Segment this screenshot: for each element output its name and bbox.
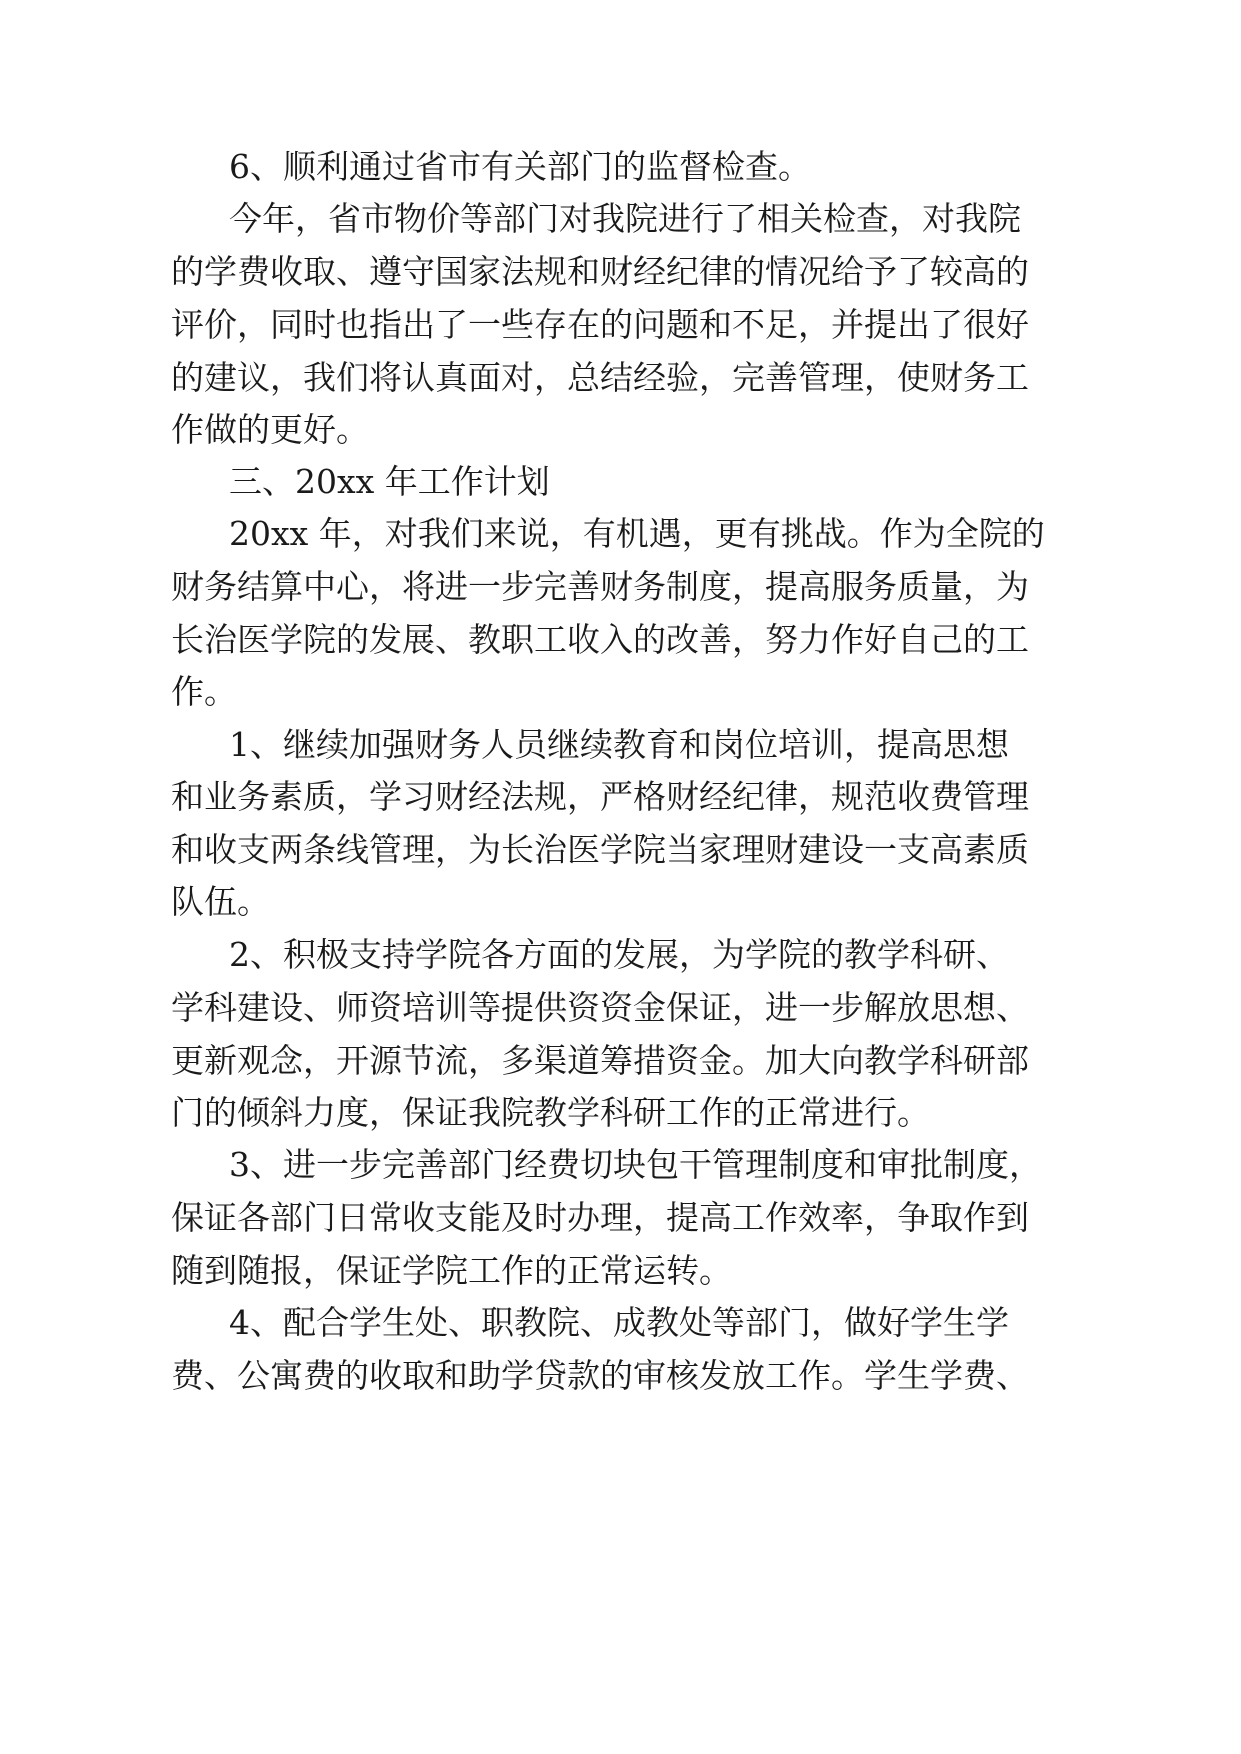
text-line: 和业务素质，学习财经法规，严格财经纪律，规范收费管理 [171, 777, 1029, 816]
text-line: 的建议，我们将认真面对，总结经验，完善管理，使财务工 [171, 358, 1029, 397]
text-line: 随到随报，保证学院工作的正常运转。 [171, 1251, 732, 1290]
text-line: 学科建设、师资培训等提供资资金保证，进一步解放思想、 [171, 988, 1029, 1027]
text-line: 更新观念，开源节流，多渠道筹措资金。加大向教学科研部 [171, 1041, 1029, 1080]
text-line: 费、公寓费的收取和助学贷款的审核发放工作。学生学费、 [171, 1356, 1029, 1395]
text-line: 门的倾斜力度，保证我院教学科研工作的正常进行。 [171, 1093, 930, 1132]
text-line: 的学费收取、遵守国家法规和财经纪律的情况给予了较高的 [171, 252, 1029, 291]
text-line: 2、积极支持学院各方面的发展，为学院的教学科研、 [229, 935, 1009, 974]
text-line: 队伍。 [171, 882, 270, 921]
text-line: 4、配合学生处、职教院、成教处等部门，做好学生学 [229, 1303, 1009, 1342]
text-line: 3、进一步完善部门经费切块包干管理制度和审批制度， [229, 1145, 1042, 1184]
text-line: 和收支两条线管理，为长治医学院当家理财建设一支高素质 [171, 830, 1029, 869]
text-line: 6、顺利通过省市有关部门的监督检查。 [229, 147, 811, 186]
text-line: 1、继续加强财务人员继续教育和岗位培训，提高思想 [229, 725, 1009, 764]
text-line: 长治医学院的发展、教职工收入的改善，努力作好自己的工 [171, 620, 1029, 659]
section-heading: 三、20xx 年工作计划 [229, 462, 550, 501]
text-line: 保证各部门日常收支能及时办理，提高工作效率，争取作到 [171, 1198, 1029, 1237]
text-line: 评价，同时也指出了一些存在的问题和不足，并提出了很好 [171, 305, 1029, 344]
text-line: 今年，省市物价等部门对我院进行了相关检查，对我院 [229, 199, 1021, 238]
text-line: 作做的更好。 [171, 410, 369, 449]
text-line: 20xx 年，对我们来说，有机遇，更有挑战。作为全院的 [229, 514, 1045, 553]
text-line: 作。 [171, 672, 237, 711]
text-line: 财务结算中心，将进一步完善财务制度，提高服务质量，为 [171, 567, 1029, 606]
